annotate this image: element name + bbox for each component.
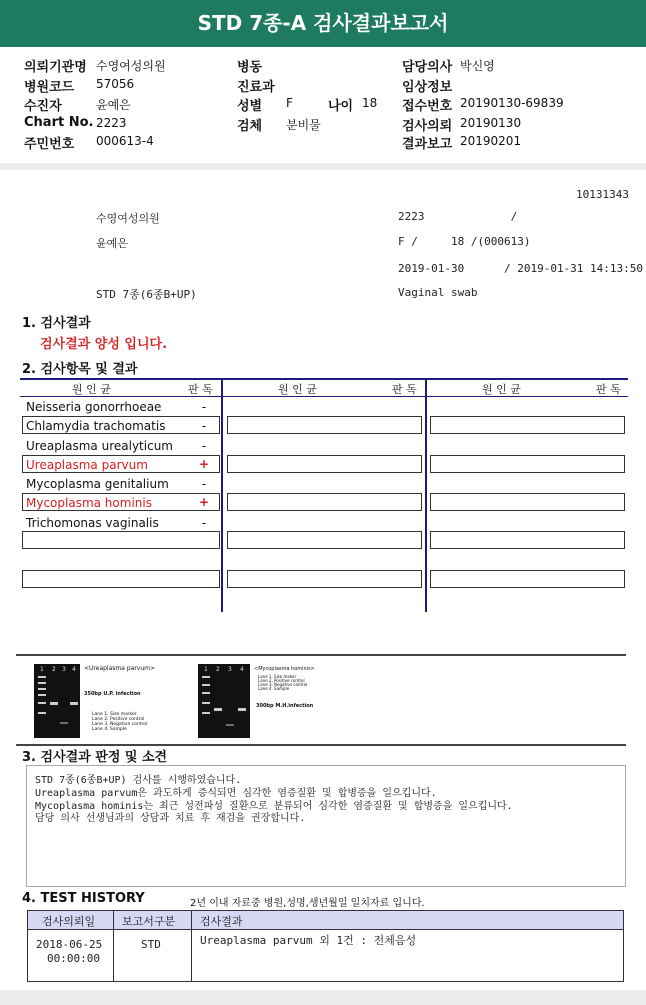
report-title: STD 7종-A 검사결과보고서 xyxy=(0,0,646,47)
gel-lane-nums-right: 1 xyxy=(204,666,208,673)
gel-title-left: <Ureaplasma parvum> xyxy=(84,665,156,672)
receipt-label: 접수번호 xyxy=(402,99,453,114)
organism-name: Ureaplasma urealyticum xyxy=(26,439,173,453)
history-date: 2018-06-25 xyxy=(36,938,103,951)
empty-cell xyxy=(227,493,422,511)
svg-text:2: 2 xyxy=(216,666,220,673)
request-label: 검사의뢰 xyxy=(402,119,453,134)
col-pathogen-1: 원 인 균 xyxy=(72,383,111,396)
opinion-line: Mycoplasma hominis는 최근 성전파성 질환으로 분류되어 심각한 염증질환 및 합병증을 일으킵니다. xyxy=(35,801,513,812)
receipt-value: 20190130-69839 xyxy=(460,96,564,110)
doctor-label: 담당의사 xyxy=(402,60,453,75)
svg-text:Lane 1. Size maker: Lane 1. Size maker xyxy=(258,674,297,679)
col-result-1: 판 독 xyxy=(188,383,213,396)
empty-cell xyxy=(227,455,422,473)
col-request-date: 검사의뢰일 xyxy=(42,915,96,928)
clinical-label: 임상정보 xyxy=(402,80,453,95)
organism-result-positive: + xyxy=(198,495,210,509)
gel-electrophoresis-figure xyxy=(30,662,440,742)
svg-text:Lane 3. Negative control: Lane 3. Negative control xyxy=(92,722,148,727)
history-type: STD xyxy=(141,938,161,951)
report-id: 10131343 xyxy=(576,188,629,201)
specimen-value: 분비물 xyxy=(286,118,321,132)
empty-cell xyxy=(430,416,625,434)
svg-text:Lane 2. Positive control: Lane 2. Positive control xyxy=(258,678,305,683)
empty-cell xyxy=(227,416,422,434)
results-grid-header xyxy=(20,378,628,397)
positive-result-message: 검사결과 양성 입니다. xyxy=(40,337,168,352)
gel-title-right: <Mycoplasma hominis> xyxy=(254,666,315,672)
col-test-result: 검사결과 xyxy=(200,915,243,928)
age-value: 18 xyxy=(362,96,378,110)
svg-text:Lane 1. Size marker: Lane 1. Size marker xyxy=(92,712,137,717)
organism-result: - xyxy=(201,400,207,414)
organism-result: - xyxy=(201,419,207,433)
svg-text:4: 4 xyxy=(240,666,244,673)
report-label: 결과보고 xyxy=(402,137,453,152)
id-label: 주민번호 xyxy=(24,137,75,152)
organism-name: Neisseria gonorrhoeae xyxy=(26,400,162,414)
section-separator xyxy=(16,654,626,656)
gel-image xyxy=(30,662,440,742)
svg-text:2: 2 xyxy=(52,666,56,673)
svg-text:Lane 4. Sample: Lane 4. Sample xyxy=(92,727,127,732)
organism-result: - xyxy=(201,477,207,491)
col-report-type: 보고서구분 xyxy=(122,915,176,928)
chart-label: Chart No. xyxy=(24,115,94,130)
sex-label: 성별 xyxy=(237,99,263,114)
doctor-value: 박신영 xyxy=(460,59,495,73)
section3-title: 3. 검사결과 판정 및 소견 xyxy=(22,750,168,765)
empty-cell xyxy=(430,531,625,549)
svg-text:Lane 2. Positive control: Lane 2. Positive control xyxy=(92,717,145,722)
section4-title: 4. TEST HISTORY xyxy=(22,891,145,906)
grid-divider-1 xyxy=(221,378,223,612)
organism-name: Chlamydia trachomatis xyxy=(26,419,166,433)
col-result-3: 판 독 xyxy=(596,383,621,396)
sex-value: F xyxy=(286,96,293,110)
empty-cell xyxy=(430,493,625,511)
specimen-label: 검체 xyxy=(237,119,263,134)
col-pathogen-3: 원 인 균 xyxy=(482,383,521,396)
organism-result-positive: + xyxy=(198,457,210,471)
svg-text:3: 3 xyxy=(62,666,66,673)
col-result-2: 판 독 xyxy=(392,383,417,396)
institution-label: 의뢰기관명 xyxy=(24,60,87,75)
organism-result: - xyxy=(201,516,207,530)
age-label: 나이 xyxy=(328,99,354,114)
code-label: 병원코드 xyxy=(24,80,75,95)
opinion-line: STD 7종(6종B+UP) 검사를 시행하였습니다. xyxy=(35,775,242,786)
gel-band-right: 300bp M.H.infection xyxy=(256,703,314,709)
organism-row-box xyxy=(22,531,220,549)
empty-cell xyxy=(430,455,625,473)
col-pathogen-2: 원 인 균 xyxy=(278,383,317,396)
report-value: 20190201 xyxy=(460,134,522,148)
gel-band-left: 350bp U.P. infection xyxy=(84,691,141,697)
organism-result: - xyxy=(201,439,207,453)
dept-label: 진료과 xyxy=(237,80,275,95)
opinion-box xyxy=(26,765,626,887)
section2-title: 2. 검사항목 및 결과 xyxy=(22,362,138,377)
patient-label: 수진자 xyxy=(24,99,62,114)
request-value: 20190130 xyxy=(460,116,522,130)
history-table xyxy=(27,910,624,982)
code-value: 57056 xyxy=(96,77,135,91)
empty-cell xyxy=(227,570,422,588)
report-test-name: STD 7종(6종B+UP) xyxy=(96,288,197,301)
history-time: 00:00:00 xyxy=(47,952,100,965)
section1-title: 1. 검사결과 xyxy=(22,316,91,331)
chart-value: 2223 xyxy=(96,116,127,130)
organism-name: Mycoplasma genitalium xyxy=(26,477,169,491)
organism-row-box xyxy=(22,570,220,588)
organism-name-positive: Ureaplasma parvum xyxy=(26,458,148,472)
report-patient: 윤예은 xyxy=(96,237,128,250)
report-specimen: Vaginal swab xyxy=(398,286,478,299)
svg-text:Lane 3. Negative control: Lane 3. Negative control xyxy=(258,682,308,687)
empty-cell xyxy=(430,570,625,588)
report-dates: 2019-01-30 / 2019-01-31 14:13:50 xyxy=(398,262,644,275)
report-sex-age: F / 18 /(000613) xyxy=(398,235,531,248)
id-value: 000613-4 xyxy=(96,134,154,148)
organism-name: Trichomonas vaginalis xyxy=(26,516,159,530)
svg-text:4: 4 xyxy=(72,666,76,673)
history-note: 2년 이내 자료중 병원,성명,생년월일 일치자료 입니다. xyxy=(190,898,425,909)
grid-divider-2 xyxy=(425,378,427,612)
patient-info xyxy=(0,47,646,163)
svg-text:Lane 4. Sample: Lane 4. Sample xyxy=(258,686,290,691)
svg-text:3: 3 xyxy=(228,666,232,673)
report-chart: 2223 / xyxy=(398,210,518,223)
organism-name-positive: Mycoplasma hominis xyxy=(26,496,152,510)
history-result: Ureaplasma parvum 외 1건 : 전체음성 xyxy=(200,934,417,947)
opinion-line: 담당 의사 선생님과의 상담과 치료 후 재검을 권장합니다. xyxy=(35,813,306,824)
opinion-line: Ureaplasma parvum은 과도하게 증식되면 심각한 염증질환 및 합병증을 일으킵니다. xyxy=(35,788,437,799)
gel-lane-nums-left: 1 xyxy=(40,666,44,673)
empty-cell xyxy=(227,531,422,549)
report-institution: 수영여성의원 xyxy=(96,212,160,225)
patient-value: 윤예은 xyxy=(96,98,131,112)
ward-label: 병동 xyxy=(237,60,263,75)
institution-value: 수영여성의원 xyxy=(96,59,166,73)
